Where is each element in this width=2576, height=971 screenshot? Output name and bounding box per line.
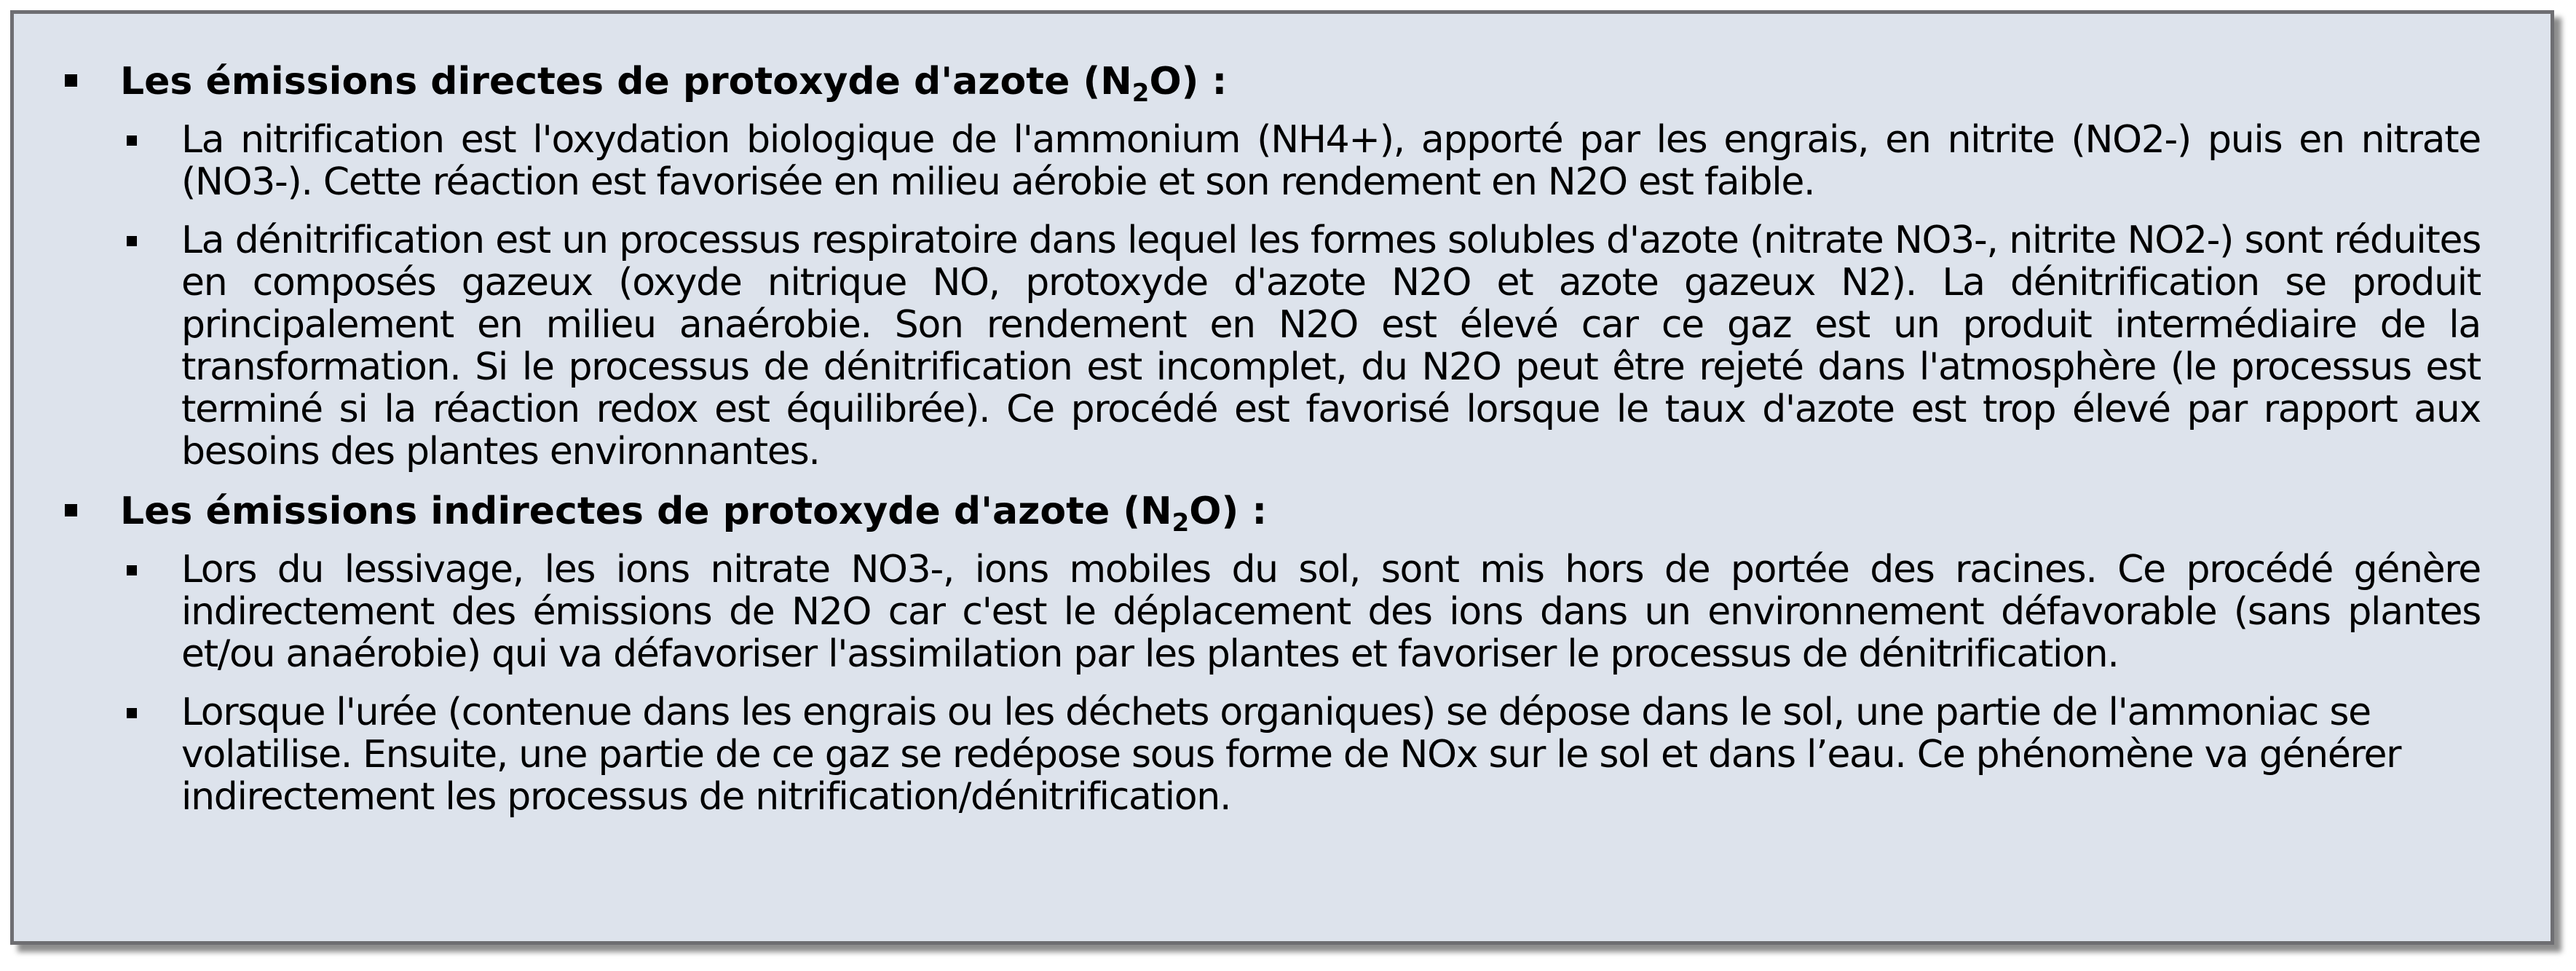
small-square-bullet-icon: [127, 236, 137, 246]
bullet-list: [14, 59, 2551, 834]
section-direct-emissions: [14, 59, 2551, 473]
heading-text: Les émissions indirectes de protoxyde d'azote (N: [120, 490, 1172, 533]
list-item: [14, 119, 2551, 203]
list-item: [14, 691, 2551, 818]
heading-text-end: O) :: [1149, 60, 1228, 103]
heading-text: Les émissions directes de protoxyde d'azote (N: [120, 60, 1132, 103]
heading-subscript: 2: [1131, 79, 1150, 108]
info-box: [10, 10, 2554, 945]
small-square-bullet-icon: [127, 565, 137, 575]
list-item-text: La dénitrification est un processus respiratoire dans lequel les formes solubles d'azote (nitrate NO3-, nitrite NO2-) sont réduites en composés gazeux (oxyde nitrique NO, protoxyde d'azote N2O et azote gazeux N2). La dénitrification se produit principalement en milieu anaérobie. Son rendement en N2O est élevé car ce gaz est un produit intermédiaire de la transformation. Si le processus de dénitrification est incomplet, du N2O peut être rejeté dans l'atmosphère (le processus est terminé si la réaction redox est équilibrée). Ce procédé est favorisé lorsque le taux d'azote est trop élevé par rapport aux besoins des plantes environnantes.: [181, 219, 2481, 473]
square-bullet-icon: [65, 504, 77, 516]
list-item: [14, 549, 2551, 675]
section-indirect-emissions: [14, 489, 2551, 818]
section-heading: [14, 59, 2551, 108]
list-item-text: Lors du lessivage, les ions nitrate NO3-, ions mobiles du sol, sont mis hors de portée des racines. Ce procédé génère indirectement des émissions de N2O car c'est le déplacement des ions dans un environnement défavorable (sans plantes et/ou anaérobie) qui va défavoriser l'assimilation par les plantes et favoriser le processus de dénitrification.: [181, 548, 2481, 676]
heading-text-end: O) :: [1189, 490, 1268, 533]
list-item-text: Lorsque l'urée (contenue dans les engrais ou les déchets organiques) se dépose dans le sol, une partie de l'ammoniac se volatilise. Ensuite, une partie de ce gaz se redépose sous forme de NOx sur le sol et dans l’eau. Ce phénomène va générer indirectement les processus de nitrification/dénitrification.: [181, 691, 2401, 819]
list-item-text: La nitrification est l'oxydation biologique de l'ammonium (NH4+), apporté par les engrais, en nitrite (NO2-) puis en nitrate (NO3-). Cette réaction est favorisée en milieu aérobie et son rendement en N2O est faible.: [181, 118, 2481, 204]
list-item: [14, 219, 2551, 473]
small-square-bullet-icon: [127, 135, 137, 146]
heading-subscript: 2: [1172, 508, 1190, 538]
small-square-bullet-icon: [127, 708, 137, 718]
square-bullet-icon: [65, 74, 77, 87]
section-heading: [14, 489, 2551, 538]
